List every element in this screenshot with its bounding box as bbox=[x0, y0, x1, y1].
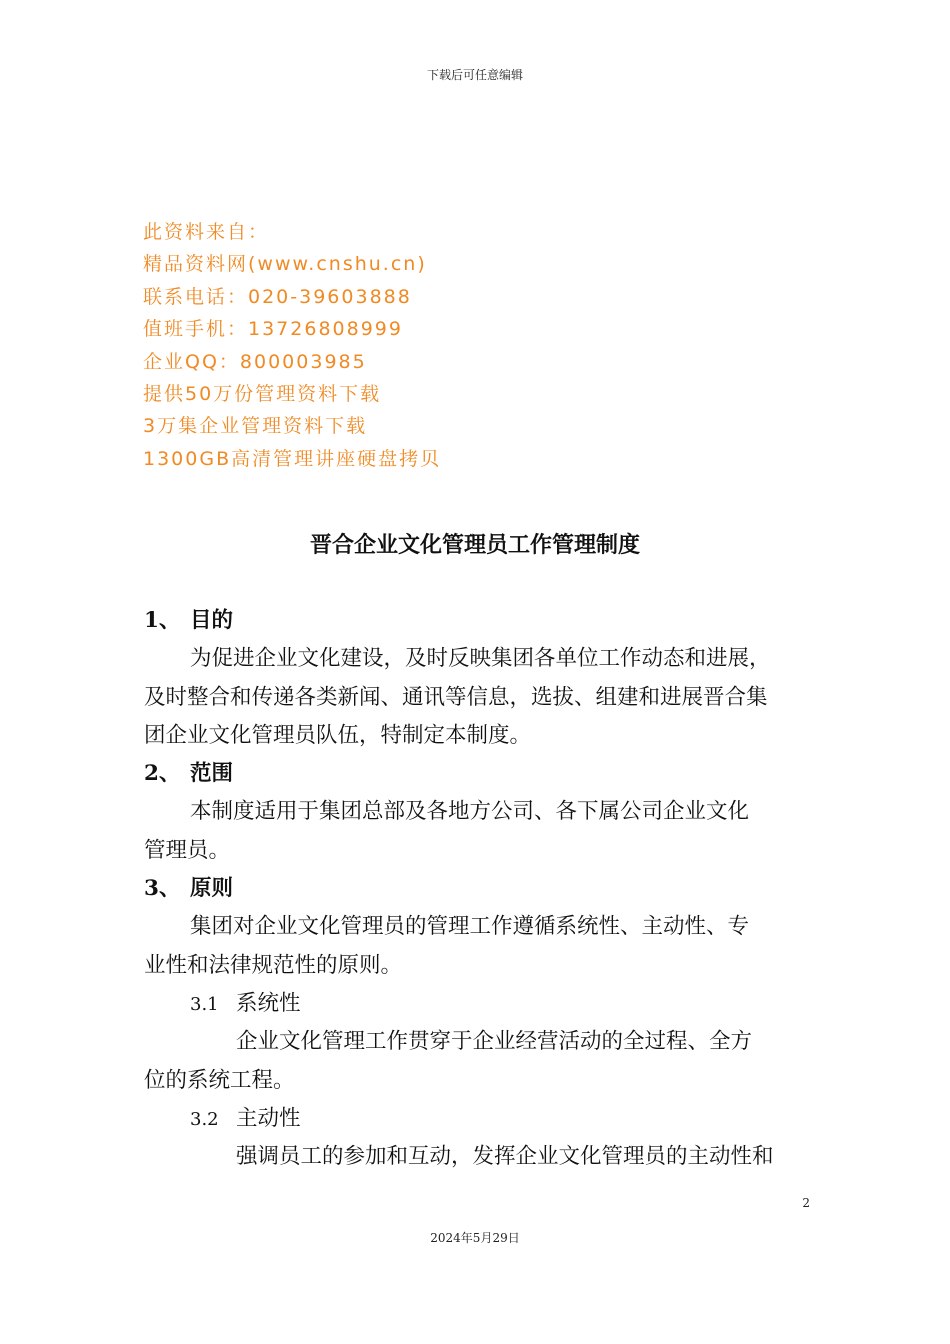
source-line: 提供50万份管理资料下载 bbox=[143, 382, 382, 405]
document-title: 晋合企业文化管理员工作管理制度 bbox=[309, 533, 640, 558]
paragraph-line: 强调员工的参加和互动，发挥企业文化管理员的主动性和 bbox=[236, 1144, 774, 1170]
paragraph-line: 企业文化管理工作贯穿于企业经营活动的全过程、全方 bbox=[236, 1029, 753, 1055]
source-info-block bbox=[143, 216, 703, 475]
section-title: 目的 bbox=[190, 608, 234, 633]
section-title: 范围 bbox=[190, 761, 234, 787]
paragraph-line: 团企业文化管理员队伍，特制定本制度。 bbox=[144, 722, 532, 748]
source-line-website: 精品资料网(www.cnshu.cn) bbox=[143, 253, 427, 276]
paragraph-line: 位的系统工程。 bbox=[144, 1067, 295, 1093]
paragraph-line: 为促进企业文化建设，及时反映集团各单位工作动态和进展， bbox=[190, 646, 771, 672]
source-line-mobile: 值班手机：13726808999 bbox=[143, 318, 403, 341]
source-line-qq: 企业QQ：800003985 bbox=[143, 350, 367, 373]
source-line: 1300GB高清管理讲座硬盘拷贝 bbox=[143, 447, 442, 470]
section-number: 3、 bbox=[144, 876, 181, 902]
section-number: 2、 bbox=[144, 761, 181, 787]
page-header: 下载后可任意编辑 bbox=[426, 68, 523, 82]
section-title: 原则 bbox=[190, 876, 234, 902]
subsection-number: 3.1 bbox=[190, 993, 219, 1015]
subsection-number: 3.2 bbox=[190, 1108, 219, 1130]
section-number: 1、 bbox=[144, 608, 181, 633]
subsection-title: 主动性 bbox=[236, 1105, 301, 1131]
subsection-heading bbox=[144, 985, 809, 1023]
source-line-phone: 联系电话：020-39603888 bbox=[143, 285, 412, 308]
page-number: 2 bbox=[802, 1196, 810, 1210]
document-body bbox=[144, 602, 809, 1176]
source-line: 此资料来自： bbox=[143, 221, 270, 243]
paragraph-line: 管理员。 bbox=[144, 837, 231, 863]
section-heading bbox=[144, 870, 809, 908]
section-heading bbox=[144, 602, 809, 640]
section-heading bbox=[144, 755, 809, 793]
paragraph-line: 及时整合和传递各类新闻、通讯等信息，选拔、组建和进展晋合集 bbox=[144, 684, 768, 710]
paragraph-line: 集团对企业文化管理员的管理工作遵循系统性、主动性、专 bbox=[190, 914, 750, 940]
paragraph-line: 本制度适用于集团总部及各地方公司、各下属公司企业文化 bbox=[190, 799, 750, 825]
source-line: 3万集企业管理资料下载 bbox=[143, 415, 368, 438]
page-footer-date: 2024年5月29日 bbox=[430, 1231, 520, 1245]
subsection-title: 系统性 bbox=[236, 990, 301, 1016]
subsection-heading bbox=[144, 1100, 809, 1138]
paragraph-line: 业性和法律规范性的原则。 bbox=[144, 952, 403, 978]
